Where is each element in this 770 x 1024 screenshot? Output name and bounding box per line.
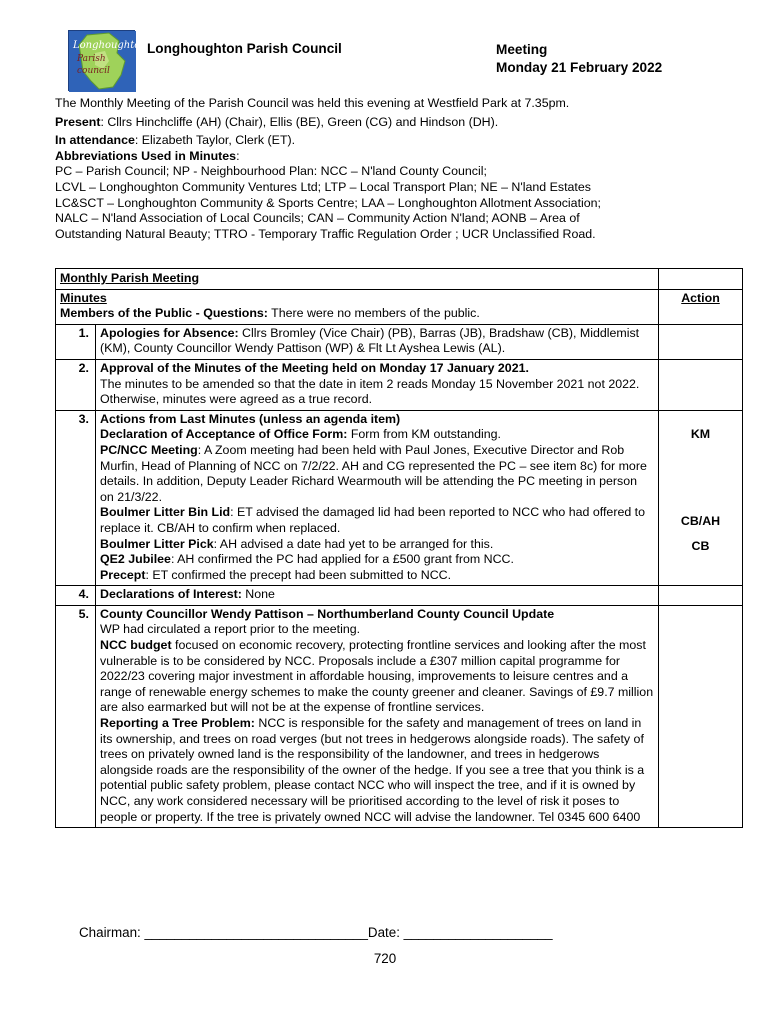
para-label: PC/NCC Meeting <box>100 442 198 457</box>
meeting-heading <box>496 41 662 77</box>
page-number: 720 <box>373 951 397 966</box>
para-text: : AH advised a date had yet to be arranged for this. <box>213 536 494 551</box>
minutes-header-cell <box>56 289 659 324</box>
para-text: : ET advised the damaged lid had been reported to NCC who had offered to replace it. CB/AH to confirm when replaced. <box>100 505 646 535</box>
item-number: 4. <box>56 586 96 606</box>
public-text: There were no members of the public. <box>267 306 480 321</box>
para-label: Precept <box>100 567 146 582</box>
present-line <box>55 115 715 131</box>
item-para <box>100 443 654 505</box>
item-para <box>100 716 654 825</box>
abbreviations-heading: Abbreviations Used in Minutes: <box>55 148 240 163</box>
present-label: Present <box>55 114 101 129</box>
para-label: QE2 Jubilee <box>100 552 171 567</box>
para-label: Reporting a Tree Problem: <box>100 716 255 731</box>
item-heading: Declarations of Interest: <box>100 587 242 602</box>
item-heading-rest: Cllrs Bromley (Vice Chair) (PB), Barras (JB), Bradshaw (CB), Middlemist (KM), County Councillor Wendy Pattison (WP) & Flt Lt Ayshea Lewis (AL). <box>100 325 640 356</box>
abbrev-line-4: NALC – N'land Association of Local Councils; CAN – Community Action N'land; AONB – Area of <box>55 211 580 226</box>
intro-section <box>55 96 715 242</box>
council-logo <box>68 30 147 91</box>
abbreviations-label: Abbreviations Used in Minutes <box>55 148 237 163</box>
action-assignee: KM <box>690 427 711 442</box>
council-name: Longhoughton Parish Council <box>147 41 342 56</box>
logo-text-1: Longhoughton <box>73 40 147 51</box>
para-text: : A Zoom meeting had been held with Paul Jones, Executive Director and Rob Murfin, Head of Planning of NCC on 7/2/22. AH and CG represented the PC – see item 8c) for more details. In addition, Deputy Leader Richard Wearmouth will be attending the PC meeting in person on 21/3/22. <box>100 442 647 504</box>
item-para <box>100 568 654 584</box>
attendance-text: : Elizabeth Taylor, Clerk (ET). <box>134 133 296 148</box>
logo-text-2: Parish <box>77 54 106 64</box>
minutes-header-row <box>56 289 743 324</box>
para-text: Form from KM outstanding. <box>347 427 501 442</box>
attendance-line <box>55 133 715 149</box>
item-heading-rest: None <box>241 587 275 602</box>
item-number: 3. <box>56 410 96 586</box>
item-number: 5. <box>56 605 96 827</box>
item-para <box>100 638 654 716</box>
table-title-cell <box>56 269 659 290</box>
signature-line: Chairman: ______________________________Date: ____________________ <box>79 925 553 940</box>
item-text: The minutes to be amended so that the date in item 2 reads Monday 15 November 2021 not 2022. Otherwise, minutes were agreed as a true record. <box>100 376 640 407</box>
item-action <box>659 359 743 410</box>
logo-text-3: council <box>77 66 110 76</box>
para-text: focused on economic recovery, protecting frontline services and looking after the most vulnerable is to be considered by NCC. Proposals include a £307 million capital programme for 2022/23 covering major investment in affordable housing, improvements to leisure centres and a range of renewable energy schemes to make the county greener and cleaner. Savings of £9.7 million are also earmarked but will not be at the expense of frontline services. <box>100 638 654 715</box>
item-para <box>100 505 654 536</box>
item-action <box>659 410 743 586</box>
action-header: Action <box>681 290 720 305</box>
table-title-row <box>56 269 743 290</box>
abbrev-line-5: Outstanding Natural Beauty; TTRO - Temporary Traffic Regulation Order ; UCR Unclassified Road. <box>55 226 596 241</box>
item-action <box>659 605 743 827</box>
minutes-label: Minutes <box>60 290 107 305</box>
minutes-table <box>55 268 743 828</box>
item-heading: County Councillor Wendy Pattison – Northumberland County Council Update <box>100 606 555 621</box>
item-number: 2. <box>56 359 96 410</box>
item-text: WP had circulated a report prior to the meeting. <box>100 622 361 637</box>
para-text: : AH confirmed the PC had applied for a £500 grant from NCC. <box>170 552 514 567</box>
meeting-date: Monday 21 February 2022 <box>496 60 663 75</box>
logo-map-icon <box>69 31 147 92</box>
item-action <box>659 324 743 359</box>
para-text: NCC is responsible for the safety and management of trees on land in its ownership, and trees on road verges (but not trees in hedgerows alongside roads). The safety of trees on privately owned land is the responsibility of the landowner, and trees in hedgerows alongside roads are the responsibility of the owner of the hedge. If you see a tree that you think is a potential public safety problem, please contact NCC who will inspect the tree, and if it is owned by NCC, any work considered necessary will be prioritised according to the level of risk it poses to people or property. If the tree is privately owned NCC will advise the landowner. Tel 0345 600 6400 <box>100 716 645 824</box>
para-label: Boulmer Litter Bin Lid <box>100 505 231 520</box>
item-para <box>100 427 654 443</box>
abbrev-line-2: LCVL – Longhoughton Community Ventures Ltd; LTP – Local Transport Plan; NE – N'land Estates <box>55 179 591 194</box>
table-row <box>56 410 743 586</box>
item-heading: Actions from Last Minutes (unless an agenda item) <box>100 411 401 426</box>
item-body <box>96 586 659 606</box>
para-label: Boulmer Litter Pick <box>100 536 214 551</box>
item-heading: Approval of the Minutes of the Meeting held on Monday 17 January 2021. <box>100 360 529 375</box>
table-row <box>56 605 743 827</box>
table-row <box>56 586 743 606</box>
item-action <box>659 586 743 606</box>
attendance-label: In attendance <box>55 133 135 148</box>
table-row <box>56 324 743 359</box>
item-body <box>96 605 659 827</box>
item-heading: Apologies for Absence: <box>100 325 239 340</box>
table-row <box>56 359 743 410</box>
meeting-held-statement: The Monthly Meeting of the Parish Council was held this evening at Westfield Park at 7.35pm. <box>55 96 570 110</box>
meeting-label: Meeting <box>496 42 548 57</box>
item-body <box>96 410 659 586</box>
present-text: : Cllrs Hinchcliffe (AH) (Chair), Ellis (BE), Green (CG) and Hindson (DH). <box>100 114 499 129</box>
item-para <box>100 552 654 568</box>
para-text: : ET confirmed the precept had been submitted to NCC. <box>145 567 452 582</box>
action-assignee: CB <box>691 538 710 553</box>
item-number: 1. <box>56 324 96 359</box>
item-body <box>96 324 659 359</box>
action-assignee: CB/AH <box>680 513 721 528</box>
action-title-cell <box>659 269 743 290</box>
para-label: NCC budget <box>100 638 172 653</box>
item-para <box>100 537 654 553</box>
para-label: Declaration of Acceptance of Office Form: <box>100 427 348 442</box>
abbrev-line-1: PC – Parish Council; NP - Neighbourhood Plan: NCC – N'land County Council; <box>55 164 487 179</box>
public-label: Members of the Public - Questions: <box>60 306 268 321</box>
table-title: Monthly Parish Meeting <box>60 271 200 285</box>
item-body <box>96 359 659 410</box>
action-header-cell <box>659 289 743 324</box>
abbrev-line-3: LC&SCT – Longhoughton Community & Sports Centre; LAA – Longhoughton Allotment Association; <box>55 195 601 210</box>
